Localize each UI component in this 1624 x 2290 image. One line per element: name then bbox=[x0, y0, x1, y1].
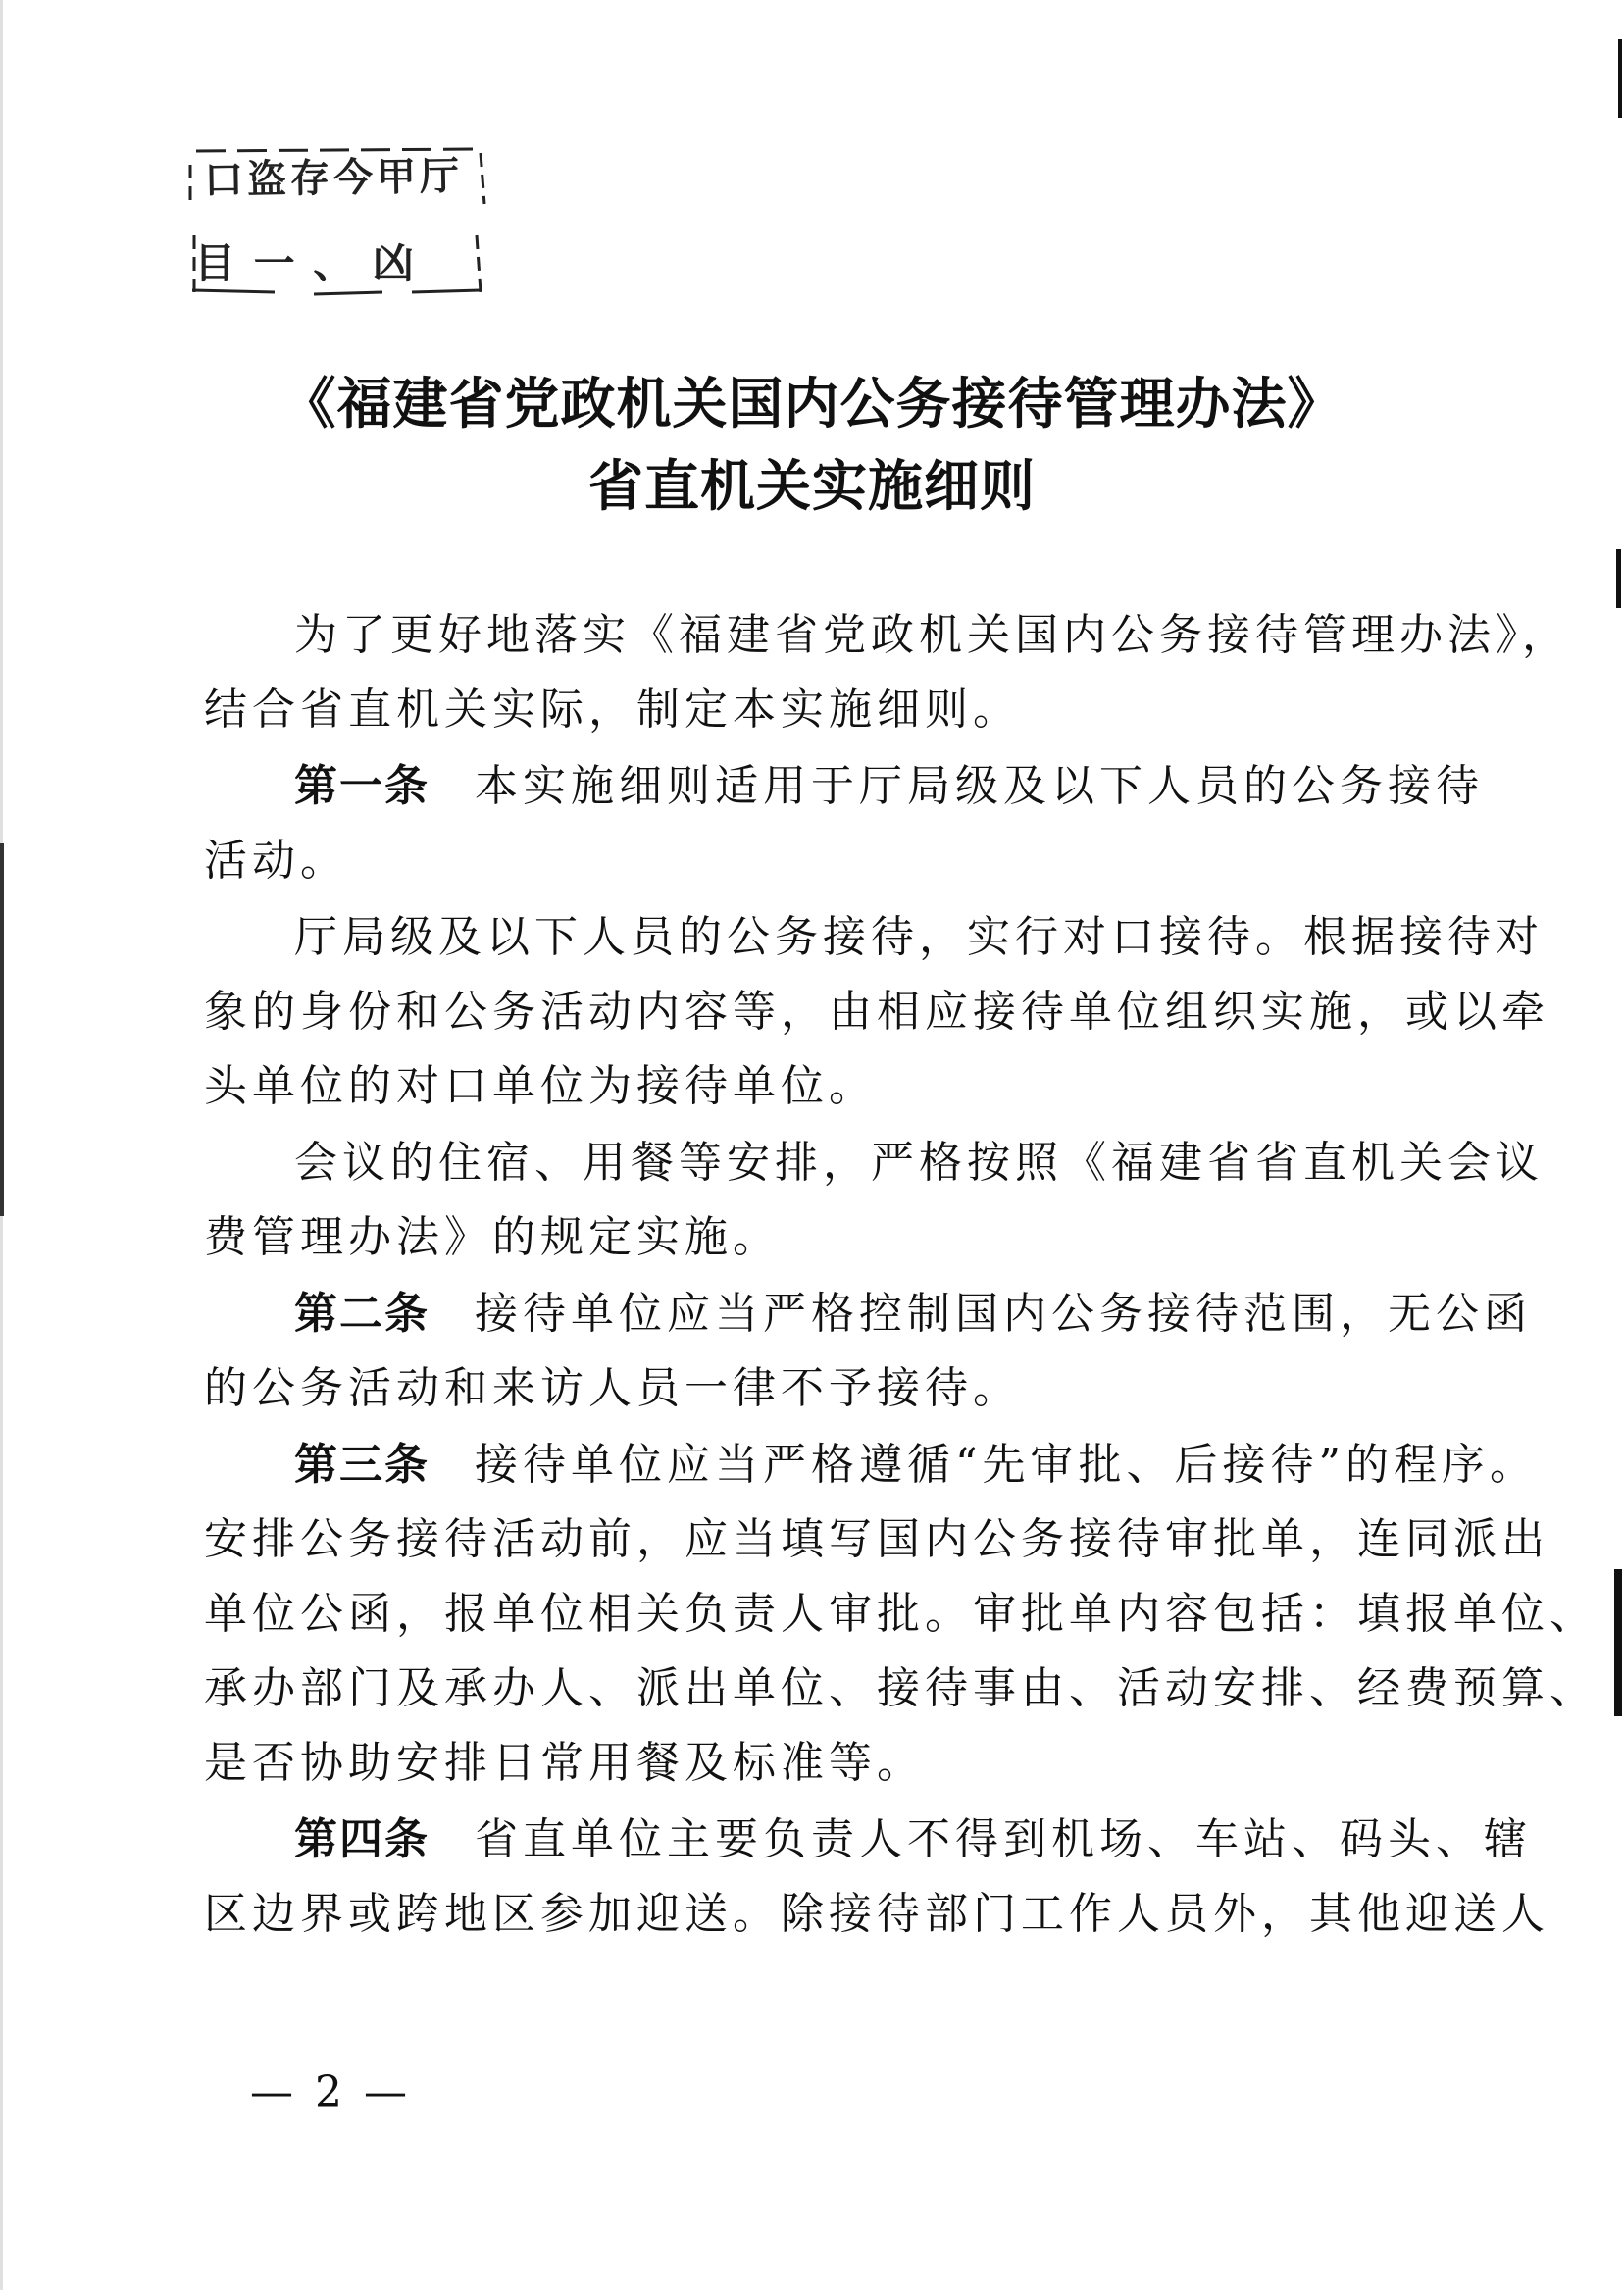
article-3-line: 单位公函，报单位相关负责人审批。审批单内容包括：填报单位、 bbox=[204, 1589, 1598, 1639]
page-number: — 2 — bbox=[250, 2067, 411, 2117]
article-3-line: 安排公务接待活动前，应当填写国内公务接待审批单，连同派出 bbox=[204, 1514, 1549, 1564]
intro-line: 为了更好地落实《福建省党政机关国内公务接待管理办法》， bbox=[294, 610, 1570, 660]
article-4-line: 区边界或跨地区参加迎送。除接待部门工作人员外，其他迎送人 bbox=[204, 1889, 1549, 1939]
scan-edge-right-1 bbox=[1618, 39, 1622, 118]
article-1-text: 本实施细则适用于厅局级及以下人员的公务接待 bbox=[475, 761, 1484, 811]
article-4-line bbox=[204, 1803, 1532, 1877]
article-1-line: 活动。 bbox=[204, 836, 348, 886]
article-3-line: 承办部门及承办人、派出单位、接待事由、活动安排、经费预算、 bbox=[204, 1663, 1598, 1713]
article-4-text: 省直单位主要负责人不得到机场、车站、码头、辖 bbox=[475, 1814, 1532, 1864]
paragraph-line: 费管理办法》的规定实施。 bbox=[204, 1212, 781, 1262]
document-body bbox=[204, 598, 1598, 1952]
paragraph-line: 会议的住宿、用餐等安排，严格按照《福建省省直机关会议 bbox=[294, 1138, 1544, 1188]
document-stamp bbox=[186, 145, 498, 302]
article-1-label: 第一条 bbox=[294, 761, 430, 811]
article-2-line: 的公务活动和来访人员一律不予接待。 bbox=[204, 1363, 1021, 1413]
article-3-line: 是否协助安排日常用餐及标准等。 bbox=[204, 1738, 925, 1788]
article-1-line bbox=[204, 749, 1484, 824]
article-3-text: 接待单位应当严格遵循“先审批、后接待”的程序。 bbox=[475, 1440, 1538, 1490]
article-4-label: 第四条 bbox=[294, 1814, 430, 1864]
article-3-label: 第三条 bbox=[294, 1440, 430, 1490]
article-2-line bbox=[204, 1277, 1532, 1351]
intro-line: 结合省直机关实际，制定本实施细则。 bbox=[204, 685, 1021, 735]
scan-edge-right-3 bbox=[1614, 1569, 1622, 1716]
document-title-line-1: 《福建省党政机关国内公务接待管理办法》 bbox=[280, 373, 1344, 436]
article-2-text: 接待单位应当严格控制国内公务接待范围，无公函 bbox=[475, 1289, 1532, 1339]
article-2-label: 第二条 bbox=[294, 1289, 430, 1339]
paragraph-line: 象的身份和公务活动内容等，由相应接待单位组织实施，或以牵 bbox=[204, 987, 1549, 1037]
document-title-line-2: 省直机关实施细则 bbox=[588, 455, 1036, 519]
scan-edge-left-mark bbox=[0, 843, 4, 1216]
article-3-line bbox=[204, 1428, 1538, 1502]
scan-edge-right-2 bbox=[1616, 549, 1621, 608]
paragraph-line: 头单位的对口单位为接待单位。 bbox=[204, 1061, 877, 1111]
stamp-line-1: 口盗存今甲厅 bbox=[203, 152, 464, 204]
paragraph-line: 厅局级及以下人员的公务接待，实行对口接待。根据接待对 bbox=[294, 912, 1544, 962]
stamp-line-2: 目 一 、 凶 bbox=[194, 239, 416, 287]
